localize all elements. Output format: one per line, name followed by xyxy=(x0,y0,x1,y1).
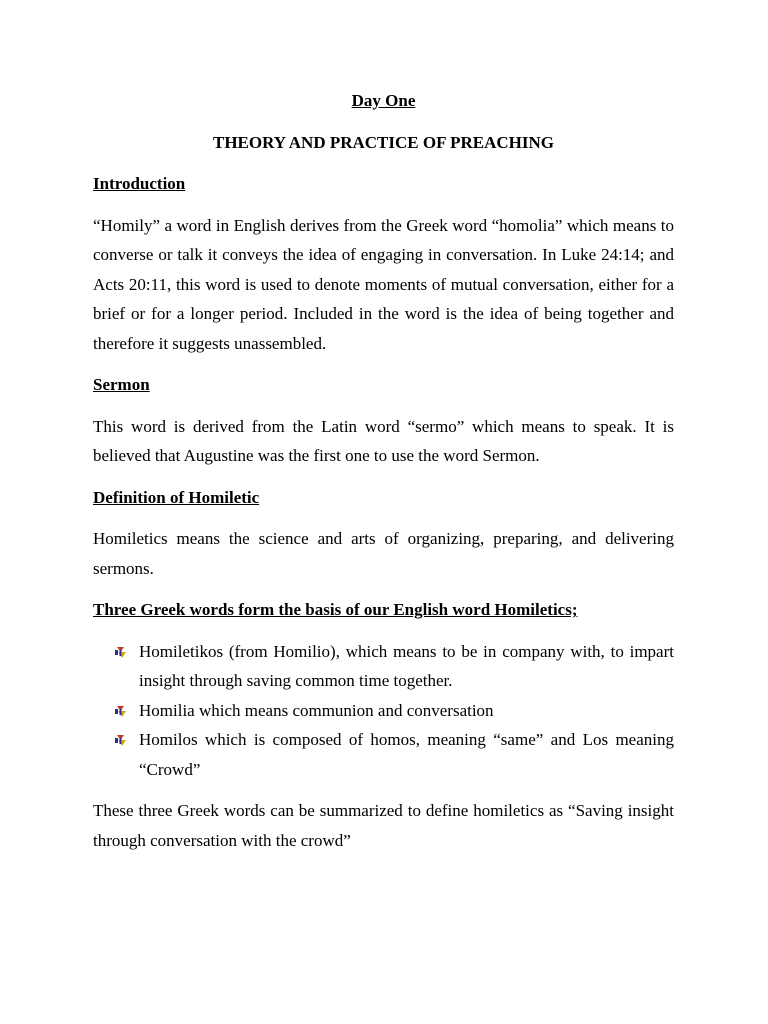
bullet-text: Homilia which means communion and conversation xyxy=(139,700,494,720)
introduction-paragraph: “Homily” a word in English derives from the Greek word “homolia” which means to converse or talk it conveys the idea of engaging in conversation. In Luke 24:14; and Acts 20:11, this word is used to denote moments of mutual conversation, either for a brief or for a longer period. Included in the word is the idea of being together and therefore it suggests unassembled. xyxy=(93,215,674,353)
arrow-bullet-icon xyxy=(115,706,126,717)
day-title: Day One xyxy=(351,91,416,110)
arrow-bullet-icon xyxy=(115,735,126,746)
bullet-text: Homiletikos (from Homilio), which means to be in company with, to impart insight through saving common time together. xyxy=(139,641,674,690)
greek-words-heading: Three Greek words form the basis of our English word Homiletics; xyxy=(93,600,578,619)
definition-heading: Definition of Homiletic xyxy=(93,487,260,507)
list-item xyxy=(93,637,674,696)
introduction-heading: Introduction xyxy=(93,174,186,193)
sermon-paragraph: This word is derived from the Latin word “sermo” which means to speak. It is believed that Augustine was the first one to use the word Sermon. xyxy=(93,416,674,465)
list-item xyxy=(93,696,674,726)
greek-words-list xyxy=(93,637,674,785)
list-item xyxy=(93,725,674,784)
page-title: THEORY AND PRACTICE OF PREACHING xyxy=(213,132,554,152)
sermon-heading: Sermon xyxy=(93,375,150,394)
definition-paragraph: Homiletics means the science and arts of organizing, preparing, and delivering sermons. xyxy=(93,529,674,578)
bullet-text: Homilos which is composed of homos, meaning “same” and Los meaning “Crowd” xyxy=(139,730,674,779)
document-page xyxy=(93,86,674,867)
summary-paragraph: These three Greek words can be summarized to define homiletics as “Saving insight through conversation with the crowd” xyxy=(93,801,674,850)
arrow-bullet-icon xyxy=(115,647,126,658)
